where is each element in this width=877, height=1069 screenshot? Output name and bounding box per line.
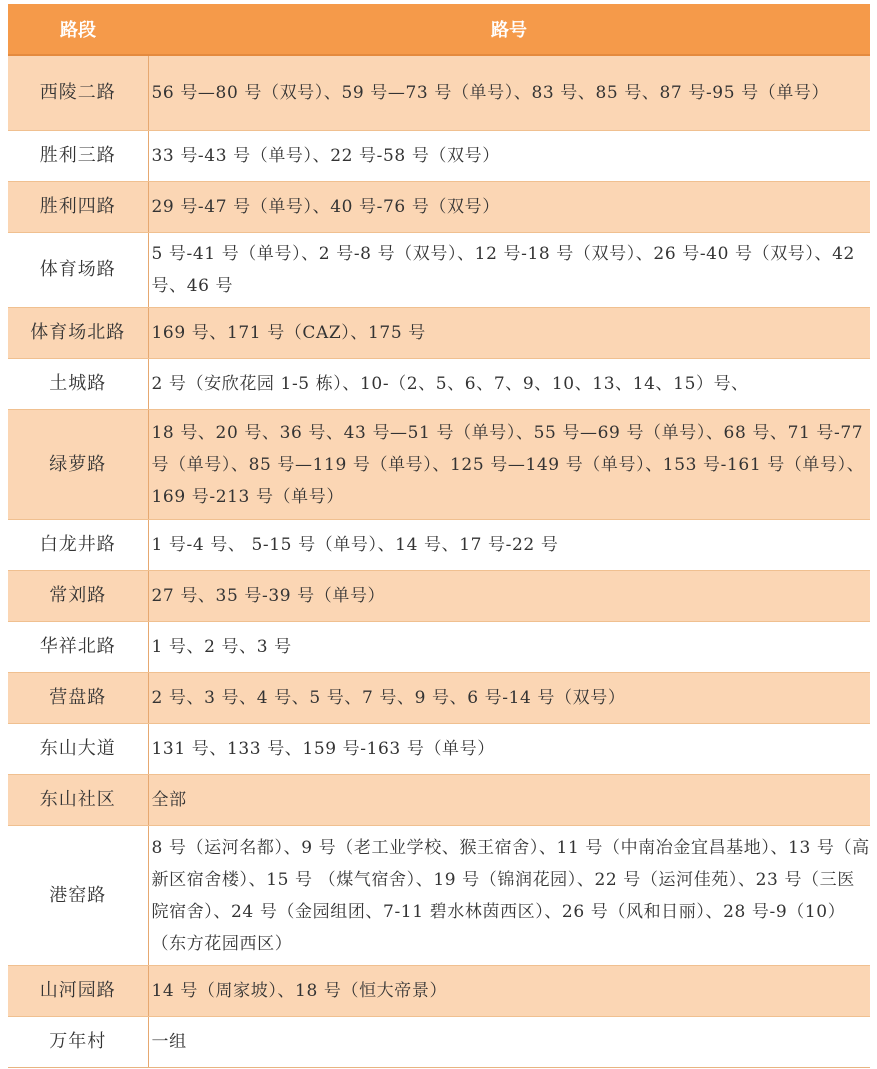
table-row [8, 1017, 870, 1068]
table-row [8, 826, 870, 966]
road-numbers: 5 号-41 号（单号）、2 号-8 号（双号）、12 号-18 号（双号）、26 号-40 号（双号）、42 号、46 号 [148, 233, 870, 308]
road-numbers: 56 号—80 号（双号）、59 号—73 号（单号）、83 号、85 号、87 号-95 号（单号） [148, 55, 870, 131]
road-name: 白龙井路 [8, 520, 148, 571]
road-numbers: 29 号-47 号（单号）、40 号-76 号（双号） [148, 182, 870, 233]
road-name: 体育场北路 [8, 308, 148, 359]
table-row [8, 966, 870, 1017]
road-numbers: 2 号、3 号、4 号、5 号、7 号、9 号、6 号-14 号（双号） [148, 673, 870, 724]
road-name: 常刘路 [8, 571, 148, 622]
table-row [8, 131, 870, 182]
road-name: 万年村 [8, 1017, 148, 1068]
header-road-numbers: 路号 [148, 4, 870, 55]
road-numbers: 2 号（安欣花园 1-5 栋）、10-（2、5、6、7、9、10、13、14、15）号、 [148, 359, 870, 410]
road-name: 港窑路 [8, 826, 148, 966]
road-name: 山河园路 [8, 966, 148, 1017]
table-row [8, 182, 870, 233]
road-numbers: 8 号（运河名都）、9 号（老工业学校、猴王宿舍）、11 号（中南冶金宜昌基地）、13 号（高新区宿舍楼）、15 号 （煤气宿舍）、19 号（锦润花园）、22 号（运河佳苑）、23 号（三医院宿舍）、24 号（金园组团、7-11 碧水林茵西区）、26 号（风和日丽）、28 号-9（10）（东方花园西区） [148, 826, 870, 966]
address-table-container [8, 4, 870, 1068]
road-numbers: 27 号、35 号-39 号（单号） [148, 571, 870, 622]
road-name: 营盘路 [8, 673, 148, 724]
road-name: 绿萝路 [8, 410, 148, 520]
address-table [8, 4, 870, 1068]
table-row [8, 359, 870, 410]
table-row [8, 673, 870, 724]
road-numbers: 14 号（周家坡）、18 号（恒大帝景） [148, 966, 870, 1017]
road-name: 土城路 [8, 359, 148, 410]
road-name: 胜利三路 [8, 131, 148, 182]
header-road-segment: 路段 [8, 4, 148, 55]
road-numbers: 全部 [148, 775, 870, 826]
table-row [8, 622, 870, 673]
road-name: 东山大道 [8, 724, 148, 775]
table-row [8, 520, 870, 571]
table-header-row [8, 4, 870, 55]
table-row [8, 233, 870, 308]
road-name: 西陵二路 [8, 55, 148, 131]
table-row [8, 571, 870, 622]
road-name: 东山社区 [8, 775, 148, 826]
road-numbers: 33 号-43 号（单号）、22 号-58 号（双号） [148, 131, 870, 182]
road-name: 体育场路 [8, 233, 148, 308]
table-row [8, 410, 870, 520]
road-numbers: 1 号-4 号、 5-15 号（单号）、14 号、17 号-22 号 [148, 520, 870, 571]
road-numbers: 131 号、133 号、159 号-163 号（单号） [148, 724, 870, 775]
road-name: 华祥北路 [8, 622, 148, 673]
table-row [8, 775, 870, 826]
road-numbers: 一组 [148, 1017, 870, 1068]
road-name: 胜利四路 [8, 182, 148, 233]
table-row [8, 308, 870, 359]
table-row [8, 724, 870, 775]
table-row [8, 55, 870, 131]
road-numbers: 18 号、20 号、36 号、43 号—51 号（单号）、55 号—69 号（单号）、68 号、71 号-77 号（单号）、85 号—119 号（单号）、125 号—149 号（单号）、153 号-161 号（单号）、169 号-213 号（单号） [148, 410, 870, 520]
road-numbers: 1 号、2 号、3 号 [148, 622, 870, 673]
road-numbers: 169 号、171 号（CAZ）、175 号 [148, 308, 870, 359]
